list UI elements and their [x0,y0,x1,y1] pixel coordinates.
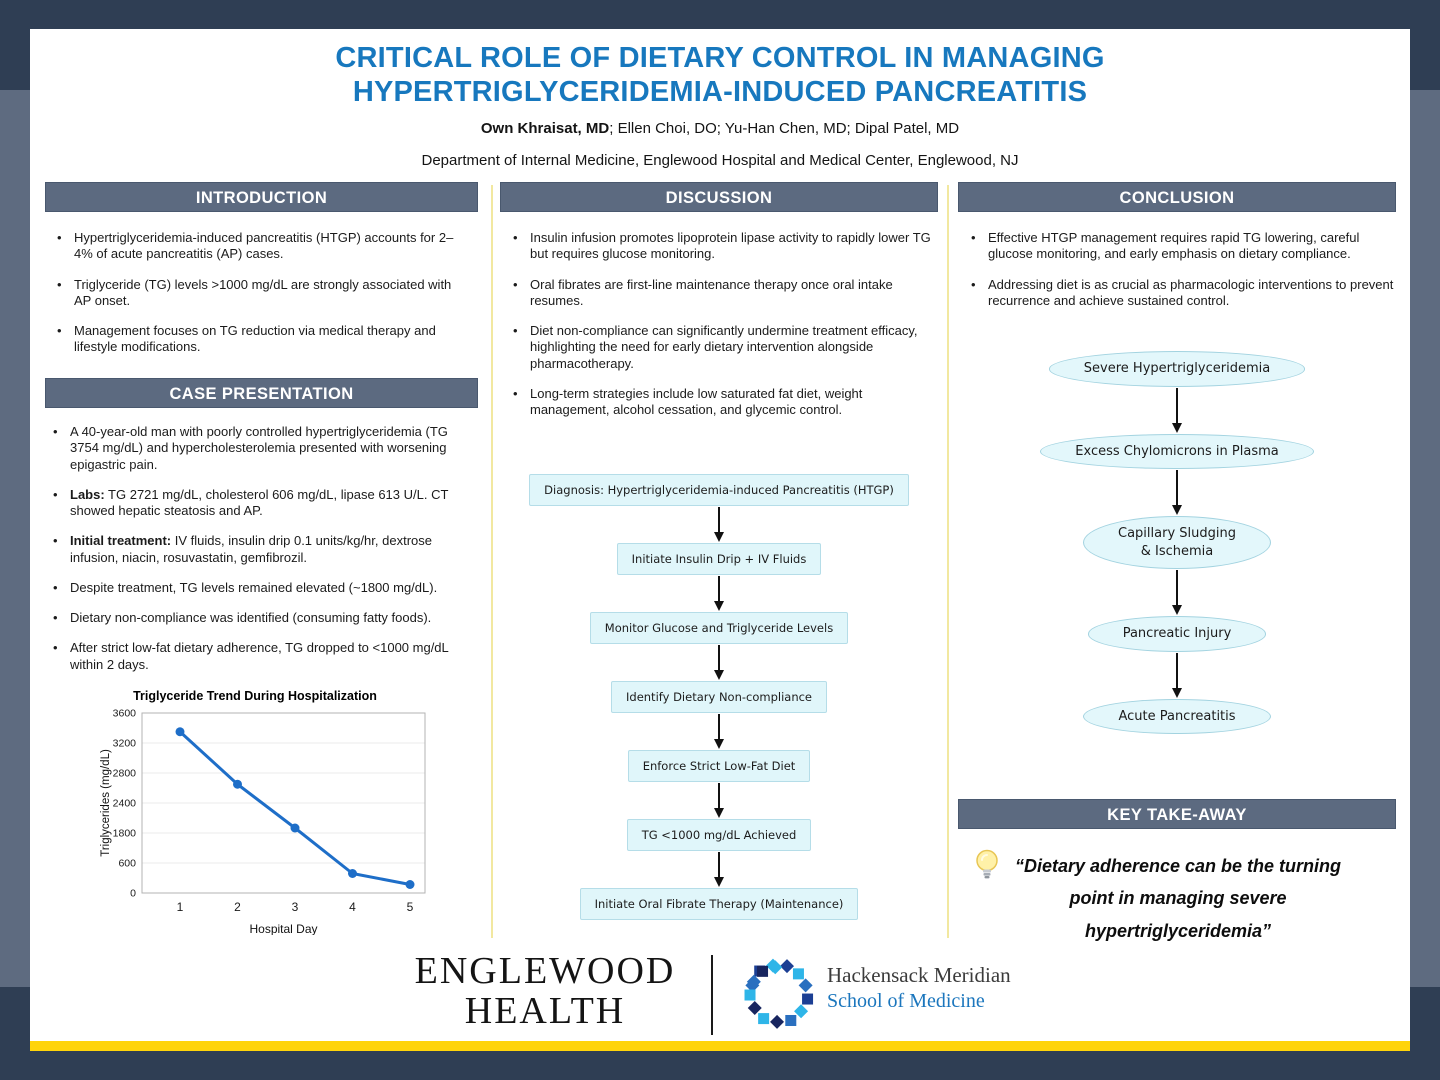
bullet-item: • Management focuses on TG reduction via medical therapy and lifestyle modifications. [52,323,470,356]
bullet-item: • Diet non-compliance can significantly undermine treatment efficacy, highlighting the need for early dietary intervention alongside pharmacotherapy. [508,323,936,372]
flow-step: Identify Dietary Non-compliance [611,681,827,713]
bullet-item: • Effective HTGP management requires rapid TG lowering, careful glucose monitoring, and early emphasis on dietary compliance. [966,230,1394,263]
svg-text:3600: 3600 [112,707,136,720]
bullet-item: • Triglyceride (TG) levels >1000 mg/dL are strongly associated with AP onset. [52,277,470,310]
down-arrow-icon [1170,569,1184,616]
svg-text:5: 5 [406,900,414,914]
introduction-header: INTRODUCTION [45,182,478,212]
down-arrow-icon [712,506,726,543]
svg-text:1: 1 [176,900,184,914]
svg-text:Hospital Day: Hospital Day [249,922,318,935]
flow-step: Initiate Insulin Drip + IV Fluids [617,543,822,575]
svg-text:2400: 2400 [112,797,136,810]
bullet-item: • Labs: TG 2721 mg/dL, cholesterol 606 mg/dL, lipase 613 U/L. CT showed hepatic steatosis and AP. [48,487,470,520]
authors-line [30,120,1410,137]
pathway-step: Excess Chylomicrons in Plasma [1040,434,1313,470]
down-arrow-icon [1170,652,1184,699]
discussion-bullets [508,230,936,432]
coauthors: ; Ellen Choi, DO; Yu-Han Chen, MD; Dipal Patel, MD [609,120,960,137]
bullet-item: • Dietary non-compliance was identified (consuming fatty foods). [48,610,470,626]
bullet-item: • Long-term strategies include low saturated fat diet, weight management, alcohol cessation, and glycemic control. [508,386,936,419]
pathophysiology-flowchart [958,351,1396,734]
flow-step: TG <1000 mg/dL Achieved [627,819,812,851]
englewood-logo-line2: HEALTH [464,989,626,1032]
svg-text:2800: 2800 [112,767,136,780]
bullet-item: • Despite treatment, TG levels remained elevated (~1800 mg/dL). [48,580,470,596]
down-arrow-icon [712,782,726,819]
quote-line-1: “Dietary adherence can be the turning [1014,856,1342,876]
svg-text:600: 600 [118,857,136,870]
hackensack-meridian-logo-icon [736,951,822,1037]
pathway-step: Severe Hypertriglyceridemia [1049,351,1305,387]
introduction-bullets [52,230,470,370]
bullet-item: • Initial treatment: IV fluids, insulin drip 0.1 units/kg/hr, dextrose infusion, niacin, rosuvastatin, gemfibrozil. [48,533,470,566]
bullet-item: • Hypertriglyceridemia-induced pancreatitis (HTGP) accounts for 2–4% of acute pancreatitis (AP) cases. [52,230,470,263]
treatment-flowchart [500,474,938,920]
svg-text:3: 3 [291,900,299,914]
poster-title-line1: CRITICAL ROLE OF DIETARY CONTROL IN MANAGING [335,42,1105,74]
svg-text:2: 2 [234,900,241,914]
bullet-item: • A 40-year-old man with poorly controlled hypertriglyceridemia (TG 3754 mg/dL) and hypercholesterolemia presented with worsening epigastric pain. [48,424,470,473]
svg-text:0: 0 [130,887,136,900]
affiliation-line: Department of Internal Medicine, Englewood Hospital and Medical Center, Englewood, NJ [421,152,1019,169]
down-arrow-icon [712,575,726,612]
column-divider-right [947,185,949,938]
footer-logo-divider [711,955,713,1035]
hackensack-meridian-name: Hackensack Meridian [827,963,1011,987]
svg-text:3200: 3200 [112,737,136,750]
svg-text:Triglycerides (mg/dL): Triglycerides (mg/dL) [100,749,112,857]
bullet-item: • After strict low-fat dietary adherence, TG dropped to <1000 mg/dL within 2 days. [48,640,470,673]
quote-line-2: point in managing severe [1069,888,1287,909]
down-arrow-icon [712,851,726,888]
discussion-header: DISCUSSION [500,182,938,212]
englewood-logo-line1: ENGLEWOOD [414,950,676,992]
bullet-item: • Addressing diet is as crucial as pharmacologic interventions to prevent recurrence and achieve sustained control. [966,277,1394,310]
bullet-item: • Oral fibrates are first-line maintenance therapy once oral intake resumes. [508,277,936,310]
poster-yellow-strip [30,1041,1410,1051]
flow-step: Monitor Glucose and Triglyceride Levels [590,612,848,644]
case-presentation-header: CASE PRESENTATION [45,378,478,408]
down-arrow-icon [1170,387,1184,434]
flow-step: Initiate Oral Fibrate Therapy (Maintenance) [580,888,859,920]
pathway-step: Pancreatic Injury [1088,616,1267,652]
conclusion-header: CONCLUSION [958,182,1396,212]
school-of-medicine-name: School of Medicine [827,990,985,1012]
case-presentation-bullets [48,424,470,687]
column-divider-left [491,185,493,938]
key-takeaway-header: KEY TAKE-AWAY [958,799,1396,829]
poster-title-line2: HYPERTRIGLYCERIDEMIA-INDUCED PANCREATITIS [352,76,1088,108]
bullet-item: • Insulin infusion promotes lipoprotein lipase activity to rapidly lower TG but requires glucose monitoring. [508,230,936,263]
first-author: Own Khraisat, MD [480,120,610,137]
flow-step: Diagnosis: Hypertriglyceridemia-induced Pancreatitis (HTGP) [529,474,909,506]
triglyceride-trend-chart [95,703,440,935]
key-takeaway-quote [968,850,1388,947]
pathway-step: Acute Pancreatitis [1083,699,1270,735]
englewood-health-logo [400,952,690,1032]
down-arrow-icon [1170,469,1184,516]
flow-step: Enforce Strict Low-Fat Diet [628,750,811,782]
quote-line-3: hypertriglyceridemia” [1084,920,1272,941]
svg-text:4: 4 [349,900,356,914]
down-arrow-icon [712,644,726,681]
pathway-step: Capillary Sludging & Ischemia [1083,516,1271,569]
chart-title: Triglyceride Trend During Hospitalization [133,689,377,703]
conclusion-bullets [966,230,1394,323]
svg-text:1800: 1800 [112,827,136,840]
down-arrow-icon [712,713,726,750]
